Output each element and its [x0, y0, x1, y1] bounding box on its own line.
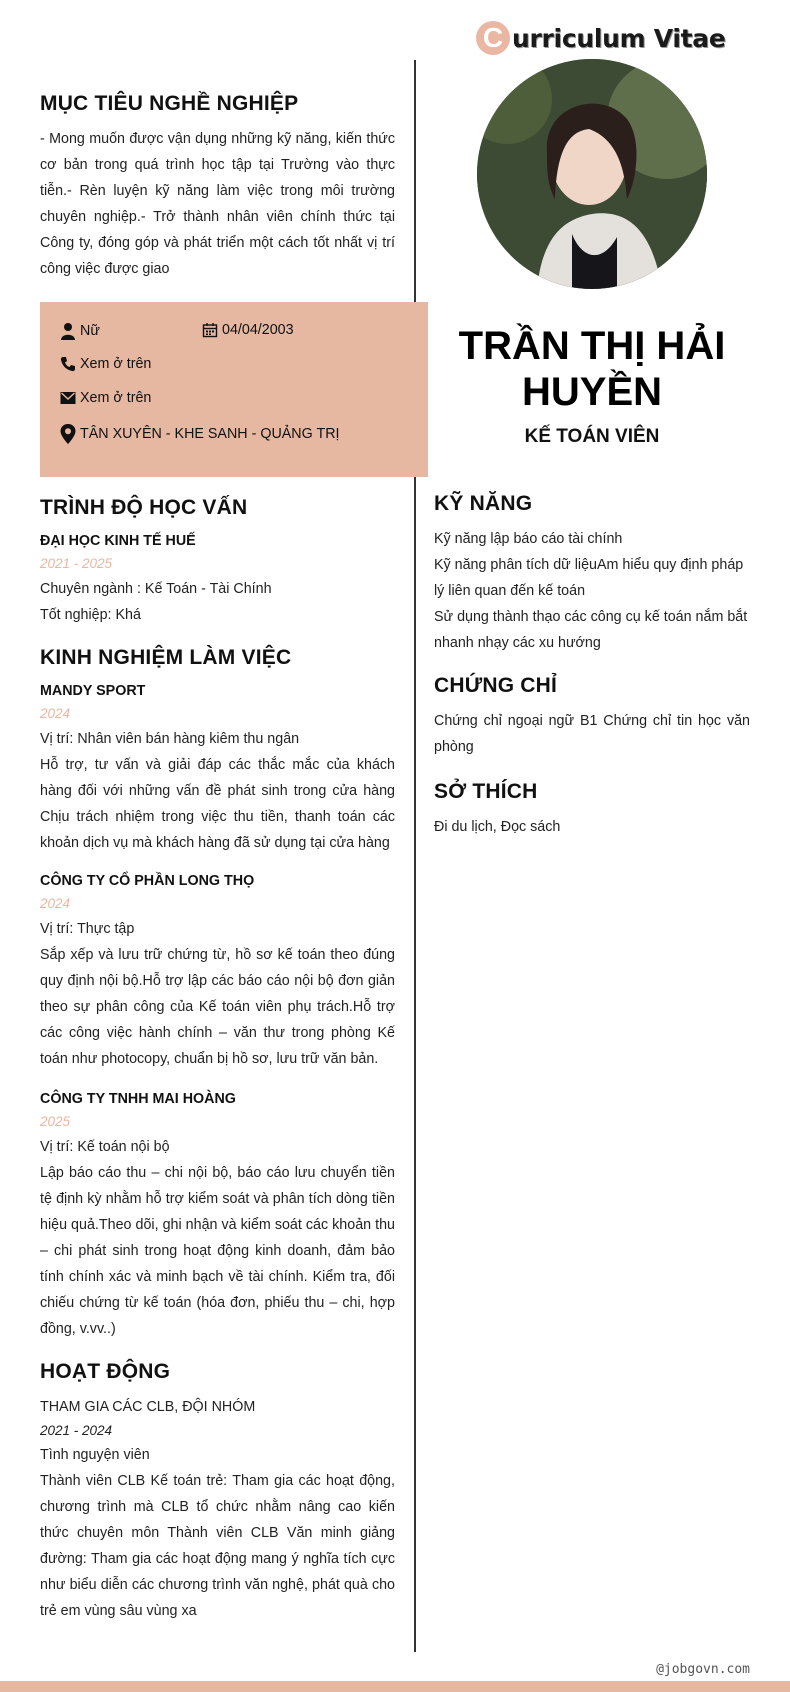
column-divider	[414, 60, 416, 1652]
avatar-photo	[477, 59, 707, 289]
certificates-heading: CHỨNG CHỈ	[434, 674, 558, 697]
certificates-text: Chứng chỉ ngoại ngữ B1 Chứng chỉ tin học văn phòng	[434, 713, 750, 755]
dob-value: 04/04/2003	[222, 322, 294, 338]
job-title: KẾ TOÁN VIÊN	[524, 426, 660, 447]
education-period: 2021 - 2025	[40, 556, 113, 571]
phone-value: Xem ở trên	[80, 356, 152, 372]
job-period: 2025	[40, 1114, 71, 1129]
personal-info-box	[40, 302, 428, 477]
job-company: CÔNG TY TNHH MAI HOÀNG	[40, 1091, 236, 1107]
logo-letter: C	[476, 21, 510, 55]
experience-heading: KINH NGHIỆM LÀM VIỆC	[40, 646, 292, 669]
education-heading: TRÌNH ĐỘ HỌC VẤN	[40, 496, 248, 519]
activity-role: Tình nguyện viên	[40, 1447, 150, 1463]
cv-logo	[476, 18, 726, 58]
skill-item: Sử dụng thành thạo các công cụ kế toán nắm bắt nhanh nhạy các xu hướng	[434, 609, 748, 651]
address-value: TÂN XUYÊN - KHE SANH - QUẢNG TRỊ	[80, 426, 340, 442]
phone-icon	[60, 356, 76, 372]
school-name: ĐẠI HỌC KINH TẾ HUẾ	[40, 533, 196, 549]
activity-period: 2021 - 2024	[40, 1423, 113, 1438]
activities-heading: HOẠT ĐỘNG	[40, 1360, 171, 1383]
avatar	[477, 59, 707, 289]
job-period: 2024	[40, 896, 71, 911]
hobbies-heading: SỞ THÍCH	[434, 780, 538, 803]
education-major: Chuyên ngành : Kế Toán - Tài Chính	[40, 581, 272, 597]
job-description: Lập báo cáo thu – chi nội bộ, báo cáo lưu chuyển tiền tệ định kỳ nhằm hỗ trợ kiểm soát và phân tích dòng tiền hiệu quả.Theo dõi, ghi nhận và kiểm soát các khoản thu – chi phát sinh trong hoạt động kinh doanh, đảm bảo tính chính xác và minh bạch về tài chính. Kiểm tra, đối chiếu chứng từ kế toán (hóa đơn, phiếu thu – chi, hợp đồng, v.vv..)	[40, 1165, 395, 1337]
envelope-icon	[60, 391, 76, 405]
gender-value: Nữ	[80, 323, 100, 339]
email-value: Xem ở trên	[80, 390, 152, 406]
email-row	[60, 390, 151, 406]
education-entry	[40, 530, 395, 628]
address-row	[60, 424, 340, 444]
hobbies-text: Đi du lịch, Đọc sách	[434, 819, 561, 835]
person-icon	[60, 322, 76, 340]
job-company: CÔNG TY CỔ PHẦN LONG THỌ	[40, 873, 255, 889]
education-grade: Tốt nghiệp: Khá	[40, 607, 141, 623]
footer-bar	[0, 1681, 790, 1692]
job-entry-1	[40, 680, 395, 856]
objective-text: - Mong muốn được vận dụng những kỹ năng, kiến thức cơ bản trong quá trình học tập tại Trường vào thực tiễn.- Rèn luyện kỹ năng làm việc trong môi trường chuyên nghiệp.- Trở thành nhân viên chính thức tại Công ty, đóng góp và phát triển một cách tốt nhất vị trí công việc được giao	[40, 131, 395, 277]
logo-text: urriculum Vitae	[512, 23, 726, 53]
job-entry-2	[40, 870, 395, 1072]
gender-row	[60, 322, 100, 340]
activity-organization: THAM GIA CÁC CLB, ĐỘI NHÓM	[40, 1399, 256, 1415]
job-company: MANDY SPORT	[40, 683, 146, 699]
skill-item: Kỹ năng phân tích dữ liệuAm hiểu quy định pháp lý liên quan đến kế toán	[434, 557, 744, 599]
job-position: Vị trí: Thực tập	[40, 921, 135, 937]
phone-row	[60, 356, 151, 372]
job-description: Sắp xếp và lưu trữ chứng từ, hồ sơ kế toán theo đúng quy định nội bộ.Hỗ trợ lập các báo cáo nội bộ đơn giản theo sự phân công của Kế toán viên phụ trách.Hỗ trợ các công việc hành chính – văn thư trong phòng Kế toán như photocopy, chuẩn bị hồ sơ, lưu trữ văn bản.	[40, 947, 395, 1067]
dob-row	[202, 322, 294, 338]
objective-heading: MỤC TIÊU NGHỀ NGHIỆP	[40, 92, 299, 115]
skills-list	[434, 526, 750, 656]
activity-description: Thành viên CLB Kế toán trẻ: Tham gia các hoạt động, chương trình mà CLB tổ chức nhằm nâng cao kiến thức chuyên môn Thành viên CLB Văn minh giảng đường: Tham gia các hoạt động mang ý nghĩa tích cực như biểu diễn các chương trình văn nghệ, phát quà cho trẻ em vùng sâu vùng xa	[40, 1473, 395, 1619]
activity-entry	[40, 1394, 395, 1624]
job-position: Vị trí: Kế toán nội bộ	[40, 1139, 170, 1155]
job-period: 2024	[40, 706, 71, 721]
full-name: TRẦN THỊ HẢI HUYỀN	[458, 324, 726, 414]
skill-item: Kỹ năng lập báo cáo tài chính	[434, 531, 623, 547]
job-position: Vị trí: Nhân viên bán hàng kiêm thu ngân	[40, 731, 300, 747]
skills-heading: KỸ NĂNG	[434, 492, 533, 515]
location-pin-icon	[60, 424, 76, 444]
calendar-icon	[202, 322, 218, 338]
watermark: @jobgovn.com	[656, 1662, 750, 1677]
job-description: Hỗ trợ, tư vấn và giải đáp các thắc mắc của khách hàng đối với những vấn đề phát sinh trong cửa hàng Chịu trách nhiệm trong việc thu tiền, thanh toán các khoản dịch vụ mà khách hàng đã sử dụng tại cửa hàng	[40, 757, 395, 851]
job-entry-3	[40, 1088, 395, 1342]
